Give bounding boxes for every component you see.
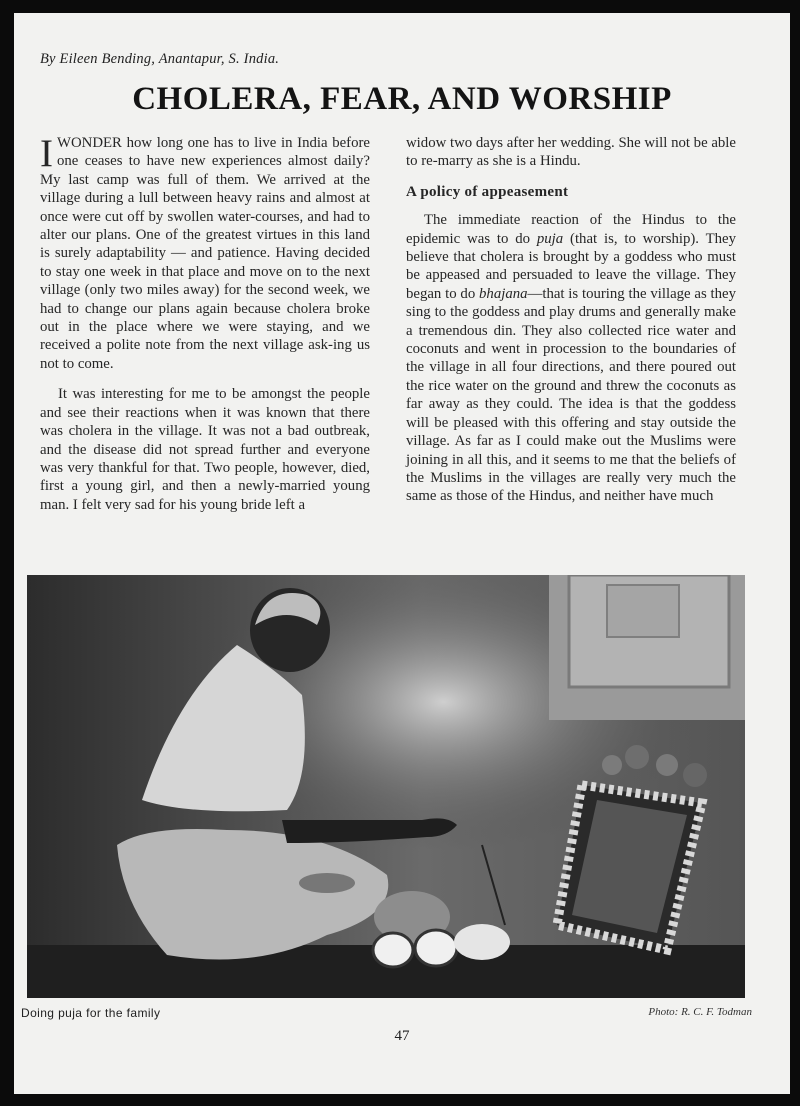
italic-term: bhajana bbox=[479, 285, 528, 302]
drop-cap: I bbox=[40, 132, 53, 175]
italic-term: puja bbox=[536, 230, 564, 247]
puja-photo-illustration bbox=[27, 575, 745, 998]
rice-offering bbox=[454, 924, 510, 960]
paragraph: It was interesting for me to be amongst the people and see their reactions when it was known that there was cholera in the village. It was not a bad outbreak, and the disease did not spread further and everyone was very thankful for that. Two people, however, died, first a young girl, and then a newly-married young man. I felt very sad for his young bride left a bbox=[40, 386, 370, 513]
paragraph bbox=[406, 211, 736, 506]
article-title: CHOLERA, FEAR, AND WORSHIP bbox=[132, 81, 672, 117]
text-column-right bbox=[406, 134, 736, 518]
paragraph: widow two days after her wedding. She will not be able to re-marry as she is a Hindu. bbox=[406, 135, 736, 170]
photograph bbox=[27, 575, 745, 998]
magazine-page bbox=[14, 13, 790, 1094]
page-number: 47 bbox=[394, 1028, 410, 1044]
paragraph bbox=[40, 134, 370, 373]
photo-caption: Doing puja for the family bbox=[21, 1006, 161, 1020]
brass-plate bbox=[299, 873, 355, 893]
photo-credit: Photo: R. C. F. Todman bbox=[648, 1006, 752, 1018]
text-column-left bbox=[40, 134, 370, 526]
paragraph-text: WONDER how long one has to live in India before one ceases to have new experiences almost daily? My last camp was full of them. We arrived at the village during a lull between heavy rains and almost at once were cut off by swollen water-courses, and had to alter our plans. One of the greatest virtues in this land is surely adaptability — and patience. Having decided to stay one week in that place and move on to the next village (only two miles away) for the second week, we had to change our plans again because cholera broke out in the place where we were staying, and we received a polite note from the next village ask-ing us not to come. bbox=[40, 135, 370, 372]
byline: By Eileen Bending, Anantapur, S. India. bbox=[40, 51, 280, 67]
section-subheading: A policy of appeasement bbox=[406, 183, 569, 200]
paragraph-text: (that is, to worship). They believe that cholera is brought by a goddess who must be appeased and persuaded to leave the village. They began to do bbox=[406, 230, 736, 302]
paragraph-text: —that is touring the village as they sing to the goddess and play drums and generally make a tremendous din. They also collected rice water and coconuts and went in procession to the boundaries of the village in all four directions, and there poured out the rice water on the ground and threw the coconuts as far away as they could. The idea is that the goddess will be pleased with this offering and stay outside the village. As far as I could make out the Muslims were joining in all this, and it seems to me that the beliefs of the Muslims in the villages are really very much the same as those of the Hindus, and neither have much bbox=[406, 285, 736, 505]
paragraph-text: The immediate reaction of the Hindus to the epidemic was to do bbox=[406, 212, 736, 247]
